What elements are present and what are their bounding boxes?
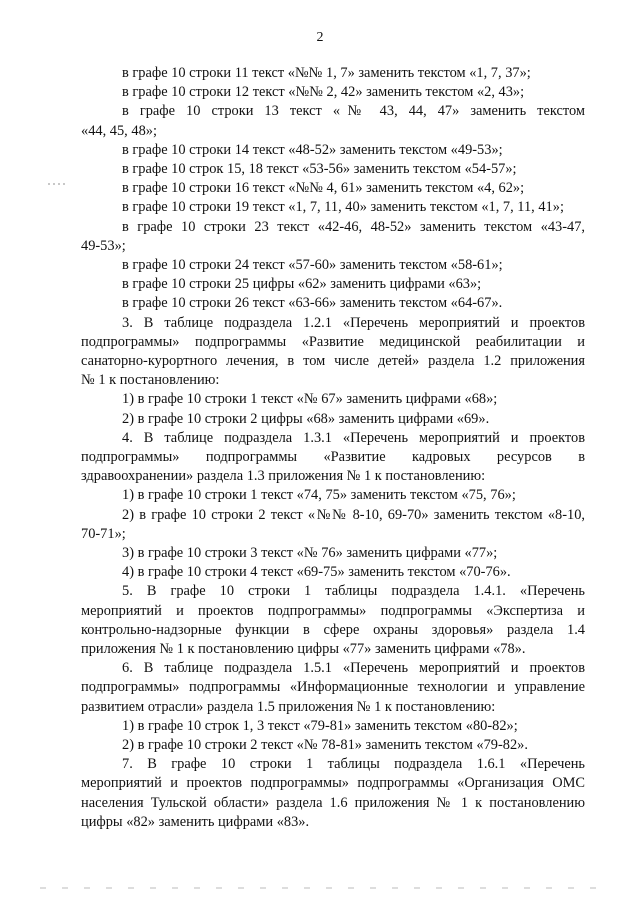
text-line: мероприятий и проектов подпрограммы» подпрограммы «Организация ОМС: [81, 775, 585, 792]
text-line: подпрограммы» подпрограммы «Развитие кадровых ресурсов в: [81, 449, 585, 465]
text-line: в графе 10 строки 14 текст «48-52» заменить текстом «49-53»;: [122, 141, 503, 158]
text-line: в графе 10 строки 19 текст «1, 7, 11, 40» заменить текстом «1, 7, 11, 41»;: [122, 199, 564, 216]
text-line: 1) в графе 10 строки 1 текст «№ 67» заменить цифрами «68»;: [122, 391, 498, 408]
text-line: 7. В графе 10 строки 1 таблицы подраздела 1.6.1 «Перечень: [122, 756, 585, 773]
text-line: 4) в графе 10 строки 4 текст «69-75» заменить текстом «70-76».: [122, 564, 511, 581]
text-line: № 1 к постановлению:: [81, 372, 220, 389]
text-line: в графе 10 строки 16 текст «№№ 4, 61» заменить текстом «4, 62»;: [122, 180, 525, 197]
text-line: в графе 10 строки 12 текст «№№ 2, 42» заменить текстом «2, 43»;: [122, 84, 525, 101]
text-line: здравоохранении» раздела 1.3 приложения № 1 к постановлению:: [81, 468, 486, 485]
scan-artifact: [40, 887, 600, 889]
text-line: подпрограммы» подпрограммы «Информационные технологии и управление: [81, 679, 585, 696]
text-line: мероприятий и проектов подпрограммы» подпрограммы «Экспертиза и: [81, 602, 585, 619]
scan-artifact: [48, 183, 68, 185]
text-line: 70-71»;: [81, 525, 126, 542]
text-line: 2) в графе 10 строки 2 текст «№№ 8-10, 69-70» заменить текстом «8-10,: [122, 506, 585, 523]
text-line: населения Тульской области» раздела 1.6 приложения № 1 к постановлению: [81, 794, 585, 811]
text-line: 2) в графе 10 строки 2 цифры «68» заменить цифрами «69».: [122, 410, 490, 427]
text-line: 1) в графе 10 строк 1, 3 текст «79-81» заменить текстом «80-82»;: [122, 717, 518, 734]
text-line: 3) в графе 10 строки 3 текст «№ 76» заменить цифрами «77»;: [122, 545, 498, 561]
text-line: 49-53»;: [81, 237, 126, 254]
text-line: «44, 45, 48»;: [81, 122, 157, 139]
text-line: 2) в графе 10 строки 2 текст «№ 78-81» заменить текстом «79-82».: [122, 737, 528, 753]
text-line: 6. В таблице подраздела 1.5.1 «Перечень мероприятий и проектов: [122, 660, 585, 677]
text-line: в графе 10 строки 25 цифры «62» заменить цифрами «63»;: [122, 276, 482, 293]
text-line: подпрограммы» подпрограммы «Развитие медицинской реабилитации и: [81, 333, 585, 350]
text-line: 3. В таблице подраздела 1.2.1 «Перечень мероприятий и проектов: [122, 314, 585, 331]
text-line: в графе 10 строк 15, 18 текст «53-56» заменить текстом «54-57»;: [122, 161, 517, 177]
text-line: в графе 10 строки 26 текст «63-66» заменить текстом «64-67».: [122, 295, 503, 312]
text-line: приложения № 1 к постановлению цифры «77» заменить цифрами «78».: [81, 641, 526, 657]
text-line: санаторно-курортного лечения, в том числе детей» раздела 1.2 приложения: [81, 353, 585, 369]
text-line: контрольно-надзорные функции в сфере охраны здоровья» раздела 1.4: [81, 621, 585, 638]
text-line: 4. В таблице подраздела 1.3.1 «Перечень мероприятий и проектов: [122, 429, 585, 446]
text-line: в графе 10 строки 11 текст «№№ 1, 7» заменить текстом «1, 7, 37»;: [122, 65, 531, 81]
text-line: в графе 10 строки 13 текст «№ 43, 44, 47» заменить текстом: [122, 103, 585, 120]
text-line: в графе 10 строки 23 текст «42-46, 48-52» заменить текстом «43-47,: [122, 218, 585, 235]
text-line: цифры «82» заменить цифрами «83».: [81, 813, 310, 830]
text-line: развитием отрасли» раздела 1.5 приложения № 1 к постановлению:: [81, 698, 496, 715]
text-line: в графе 10 строки 24 текст «57-60» заменить текстом «58-61»;: [122, 257, 503, 273]
text-line: 1) в графе 10 строки 1 текст «74, 75» заменить текстом «75, 76»;: [122, 487, 516, 504]
page-number: 2: [316, 30, 324, 45]
text-line: 5. В графе 10 строки 1 таблицы подраздела 1.4.1. «Перечень: [122, 583, 585, 600]
